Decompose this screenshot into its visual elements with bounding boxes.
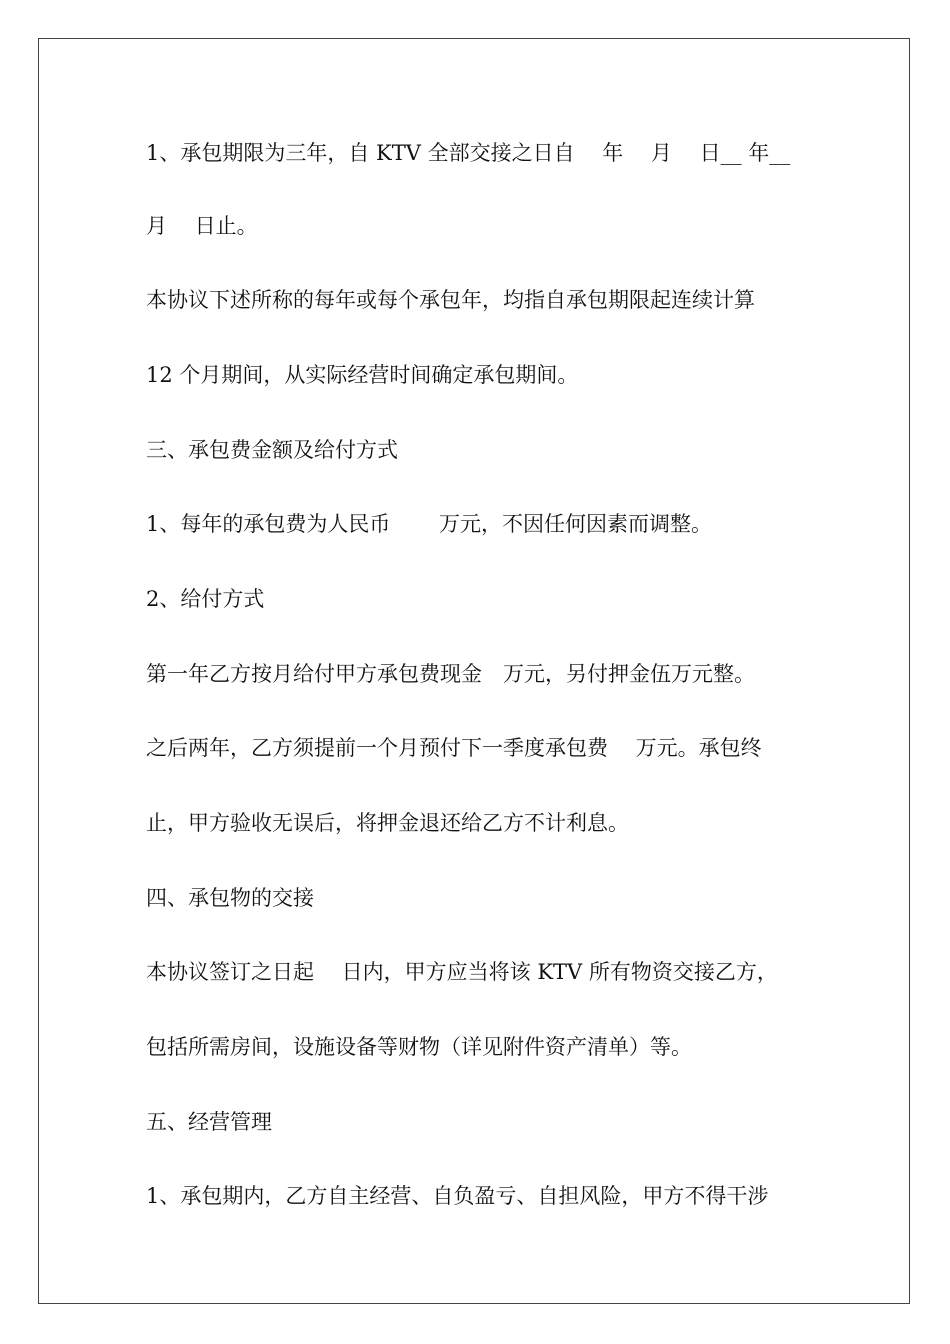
text-line-1: 1、承包期限为三年，自 KTV 全部交接之日自 年 月 日__ 年__ (146, 141, 791, 165)
text-line-2: 月 日止。 (146, 214, 258, 238)
text-line-7: 2、给付方式 (146, 587, 265, 611)
text-line-8: 第一年乙方按月给付甲方承包费现金 万元，另付押金伍万元整。 (146, 662, 755, 686)
text-line-15: 1、承包期内，乙方自主经营、自负盈亏、自担风险，甲方不得干涉 (146, 1184, 769, 1208)
text-line-10: 止，甲方验收无误后，将押金退还给乙方不计利息。 (146, 811, 629, 835)
section-heading-3: 三、承包费金额及给付方式 (146, 438, 398, 462)
text-line-12: 本协议签订之日起 日内，甲方应当将该 KTV 所有物资交接乙方， (146, 960, 778, 984)
text-line-9: 之后两年，乙方须提前一个月预付下一季度承包费 万元。承包终 (146, 736, 762, 760)
text-line-3: 本协议下述所称的每年或每个承包年，均指自承包期限起连续计算 (146, 288, 755, 312)
section-heading-5: 五、经营管理 (146, 1110, 272, 1134)
text-line-13: 包括所需房间，设施设备等财物（详见附件资产清单）等。 (146, 1035, 692, 1059)
text-line-4: 12 个月期间，从实际经营时间确定承包期间。 (146, 363, 579, 387)
section-heading-4: 四、承包物的交接 (146, 886, 314, 910)
text-line-6: 1、每年的承包费为人民币 万元，不因任何因素而调整。 (146, 512, 713, 536)
